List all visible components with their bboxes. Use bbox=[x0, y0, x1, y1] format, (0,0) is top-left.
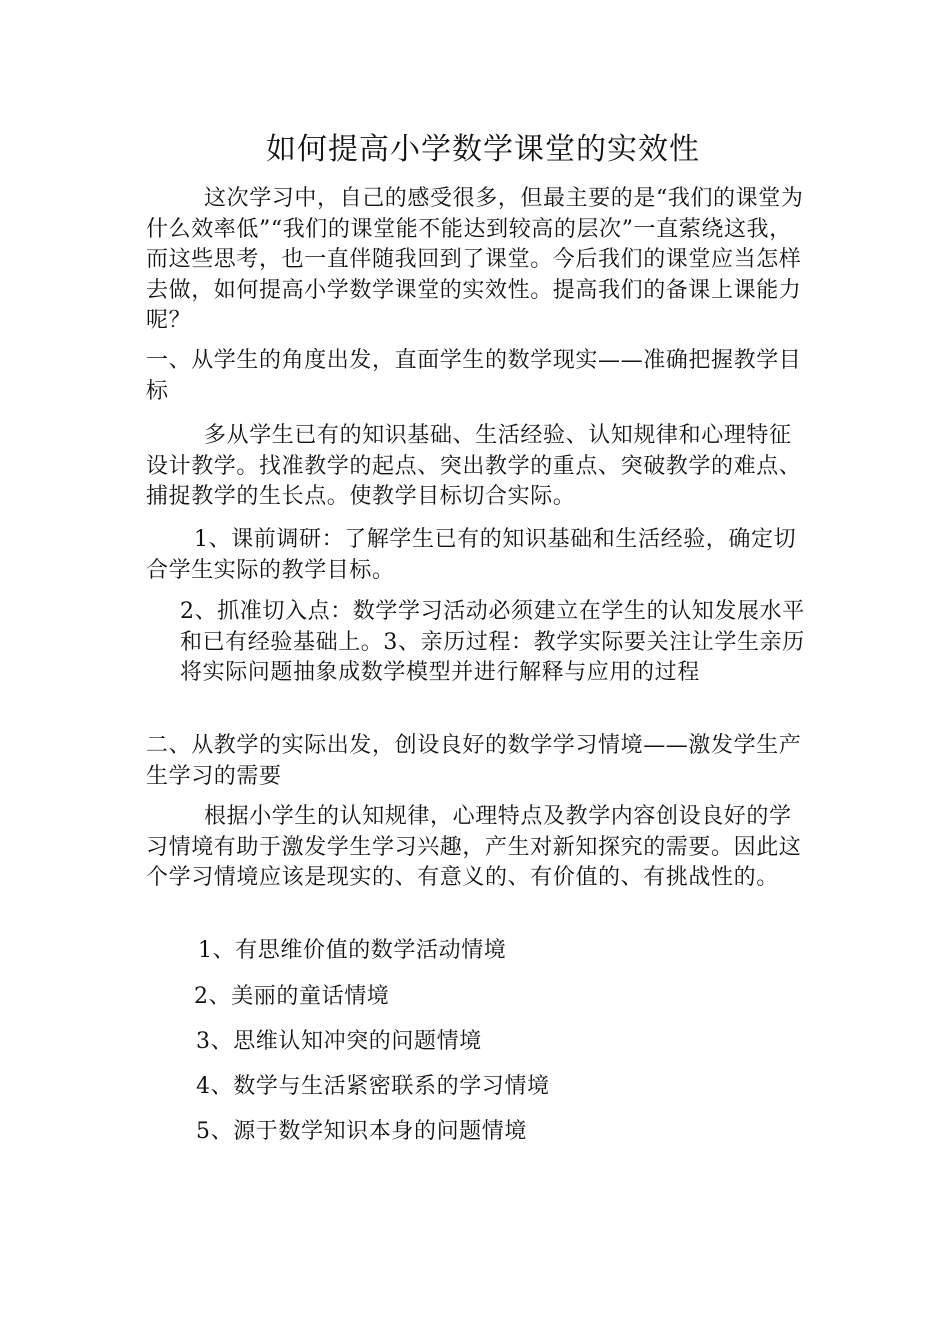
section1-heading: 一、从学生的角度出发，直面学生的数学现实——准确把握教学目标 bbox=[146, 348, 802, 404]
list-item: 3、思维认知冲突的问题情境 bbox=[196, 1029, 482, 1054]
list-item: 5、源于数学知识本身的问题情境 bbox=[196, 1119, 527, 1144]
section2-body: 根据小学生的认知规律，心理特点及教学内容创设良好的学习情境有助于激发学生学习兴趣，产生对新知探究的需要。因此这个学习情境应该是现实的、有意义的、有价值的、有挑战性的。 bbox=[146, 804, 802, 890]
list-item: 4、数学与生活紧密联系的学习情境 bbox=[196, 1074, 550, 1099]
list-item: 1、有思维价值的数学活动情境 bbox=[198, 938, 507, 963]
section1-point2: 2、抓准切入点：数学学习活动必须建立在学生的认知发展水平和已有经验基础上。3、亲历过程：教学实际要关注让学生亲历将实际问题抽象成数学模型并进行解释与应用的过程 bbox=[180, 599, 805, 685]
section2-heading: 二、从教学的实际出发，创设良好的数学学习情境——激发学生产生学习的需要 bbox=[146, 733, 802, 789]
intro-paragraph: 这次学习中，自己的感受很多，但最主要的是“我们的课堂为什么效率低”“我们的课堂能不能达到较高的层次”一直萦绕这我，而这些思考，也一直伴随我回到了课堂。今后我们的课堂应当怎样去做，如何提高小学数学课堂的实效性。提高我们的备课上课能力呢？ bbox=[146, 186, 804, 333]
document-title: 如何提高小学数学课堂的实效性 bbox=[266, 132, 700, 167]
section1-point1: 1、课前调研：了解学生已有的知识基础和生活经验，确定切合学生实际的教学目标。 bbox=[146, 527, 797, 583]
section1-body: 多从学生已有的知识基础、生活经验、认知规律和心理特征设计教学。找准教学的起点、突出教学的重点、突破教学的难点、捕捉教学的生长点。使教学目标切合实际。 bbox=[146, 423, 802, 509]
list-item: 2、美丽的童话情境 bbox=[194, 984, 390, 1009]
